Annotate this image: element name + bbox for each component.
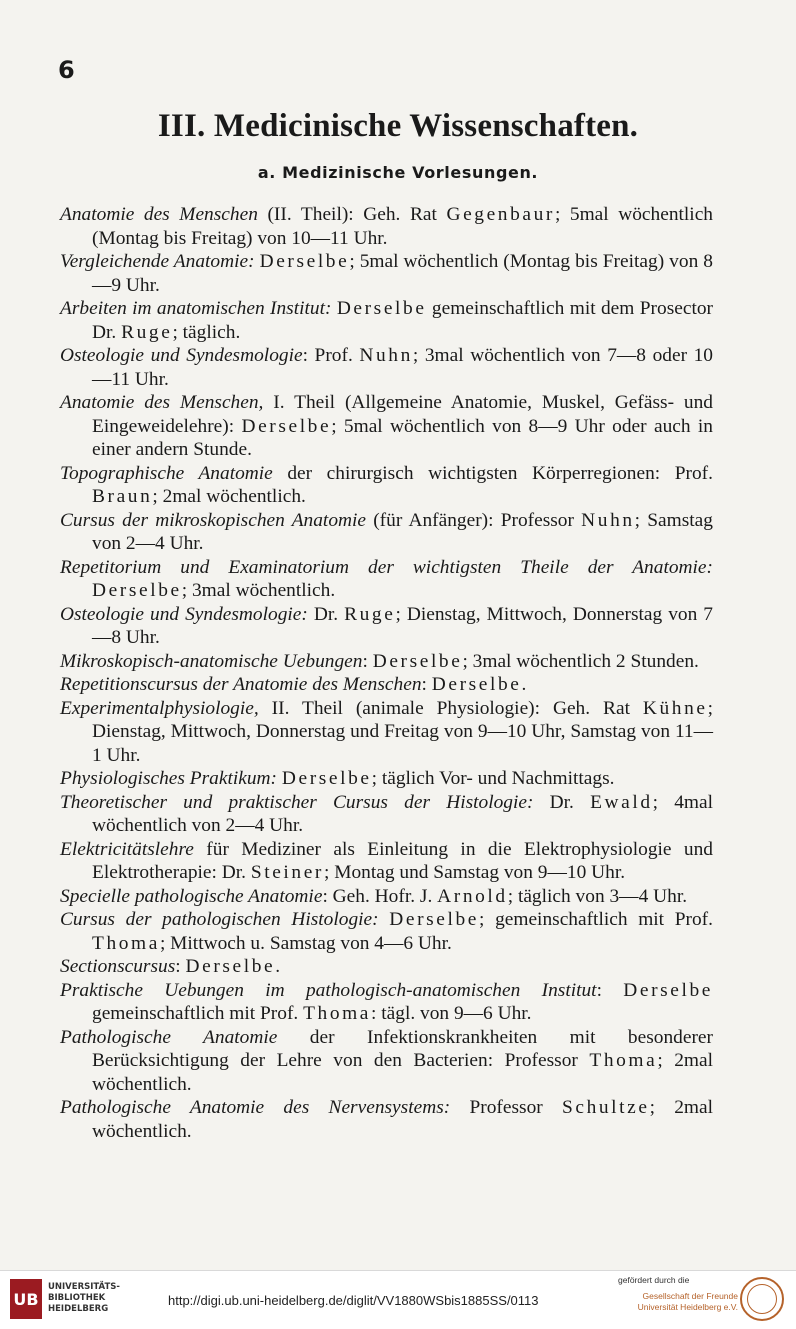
- library-name-line: BIBLIOTHEK: [48, 1293, 106, 1303]
- lecture-text: der chirurgisch wichtigsten Körperregionen: Prof.: [272, 462, 713, 484]
- lecturer-name: Derselbe: [241, 415, 332, 437]
- lecture-text: ; täglich von 3—4 Uhr.: [507, 885, 688, 907]
- lecture-title: Topographische Anatomie: [60, 462, 273, 484]
- supporter-name-line: Universität Heidelberg e.V.: [637, 1302, 738, 1312]
- lecture-text: ; 5mal wöchentlich von 8—9 Uhr oder auch in einer andern Stunde.: [92, 415, 713, 460]
- library-name-line: HEIDELBERG: [48, 1304, 109, 1314]
- section-title: III. Medicinische Wissenschaften.: [157, 108, 639, 144]
- lecture-entry: [60, 391, 713, 462]
- lecturer-name: Kühne: [642, 697, 708, 719]
- lecture-entry: [60, 250, 713, 297]
- seal-inner-ring: [747, 1284, 777, 1314]
- lecture-entry: [60, 1096, 713, 1143]
- lecture-entry: [60, 767, 713, 791]
- lecture-entry: [60, 650, 713, 674]
- lecture-entry: [60, 838, 713, 885]
- lecture-entry: [60, 908, 713, 955]
- lecture-title: Repetitionscursus der Anatomie des Menschen: [60, 674, 422, 695]
- lecture-entry: [60, 509, 713, 556]
- lecture-title: Osteologie und Syndesmologie: [60, 345, 303, 366]
- lecturer-name: Ruge: [121, 321, 173, 343]
- lecturer-name: Derselbe: [281, 768, 372, 789]
- lecture-text: ; 3mal wöchentlich von 7—8 oder 10—11 Uhr.: [92, 345, 713, 390]
- lecture-text: ; Mittwoch u. Samstag von 4—6 Uhr.: [159, 932, 452, 954]
- lecture-text: ; 2mal wöchentlich.: [152, 486, 306, 507]
- lecture-title: Elektricitätslehre: [60, 838, 194, 860]
- lecture-entry: [60, 697, 713, 768]
- page-number: 6: [58, 56, 75, 84]
- lecture-text: ; 5mal wöchentlich (Montag bis Freitag) von 10—11 Uhr.: [92, 204, 713, 249]
- lecturer-name: Derselbe: [623, 979, 713, 1001]
- lecture-title: Specielle pathologische Anatomie: [60, 885, 323, 907]
- lecture-text: :: [175, 956, 186, 977]
- lecture-entry: [60, 791, 713, 838]
- lecture-text: II. Theil (animale Physiologie): Geh. Rat: [258, 697, 643, 719]
- supporter-name-line: Gesellschaft der Freunde: [642, 1291, 738, 1301]
- lecture-text: : Prof.: [302, 345, 360, 366]
- lecturer-name: Derselbe: [389, 909, 479, 930]
- lecture-text: ; Samstag von 2—4 Uhr.: [92, 509, 713, 554]
- lecture-text: ; täglich Vor- und Nachmittags.: [371, 768, 615, 789]
- lecture-title: Repetitorium und Examinatorium der wichtigsten Theile der Anatomie:: [60, 556, 713, 578]
- lecture-list: [60, 203, 713, 1143]
- lecture-entry: [60, 955, 713, 979]
- lecture-title: Anatomie des Menschen,: [60, 392, 264, 413]
- lecture-text: [379, 909, 390, 930]
- supporter-name[interactable]: [618, 1291, 738, 1313]
- lecture-text: ; 3mal wöchentlich.: [181, 580, 336, 601]
- lecture-text: ; gemeinschaftlich mit Prof.: [479, 909, 713, 930]
- lecture-title: Arbeiten im anatomischen Institut:: [60, 298, 332, 319]
- library-name[interactable]: [48, 1282, 120, 1315]
- lecture-text: gemeinschaftlich mit Prof.: [92, 1003, 304, 1024]
- lecture-text: .: [521, 674, 527, 695]
- lecturer-name: Derselbe: [259, 251, 350, 272]
- lecturer-name: Schultze: [561, 1097, 650, 1118]
- lecturer-name: Braun: [92, 486, 153, 507]
- lecture-entry: [60, 297, 713, 344]
- library-name-line: UNIVERSITÄTS-: [48, 1282, 120, 1292]
- lecture-title: Praktische Uebungen im pathologisch-anatomischen Institut: [60, 979, 597, 1001]
- lecturer-name: Derselbe: [185, 956, 276, 977]
- permalink-url[interactable]: http://digi.ub.uni-heidelberg.de/diglit/VV1880WSbis1885SS/0113: [168, 1293, 539, 1308]
- lecture-text: : tägl. von 9—6 Uhr.: [371, 1003, 532, 1024]
- lecture-text: ; 5mal wöchentlich (Montag bis Freitag) von 8—9 Uhr.: [92, 251, 713, 296]
- lecture-text: ; Dienstag, Mittwoch, Donnerstag und Freitag von 9—10 Uhr, Samstag von 11—1 Uhr.: [92, 697, 713, 766]
- lecture-entry: [60, 885, 713, 909]
- lecture-text: gemeinschaftlich mit dem Prosector Dr.: [92, 298, 713, 343]
- lecture-title: Sectionscursus: [60, 956, 176, 977]
- lecturer-name: Derselbe: [372, 650, 463, 672]
- lecture-text: ; Dienstag, Mittwoch, Donnerstag von 7—8 Uhr.: [92, 603, 713, 648]
- lecturer-name: Ruge: [344, 603, 396, 625]
- supporter-caption: gefördert durch die: [618, 1275, 690, 1285]
- lecturer-name: Gegenbaur: [446, 204, 555, 225]
- footer-bar: [0, 1270, 796, 1329]
- lecture-title: Osteologie und Syndesmologie:: [60, 603, 308, 625]
- library-logo-icon[interactable]: UB: [10, 1279, 42, 1319]
- lecture-text: (II. Theil): Geh. Rat: [257, 204, 447, 225]
- lecture-text: der Infektionskrankheiten mit besonderer Berücksichtigung der Lehre von den Bacterien: Professor: [92, 1026, 713, 1071]
- lecture-title: Mikroskopisch-anatomische Uebungen: [60, 650, 363, 672]
- lecture-title: Pathologische Anatomie des Nervensystems:: [60, 1097, 451, 1118]
- section-subtitle: a. Medizinische Vorlesungen.: [257, 163, 539, 182]
- lecturer-name: Thoma: [92, 932, 160, 954]
- lecturer-name: Ewald: [590, 791, 653, 813]
- lecture-text: I. Theil (Allgemeine Anatomie, Muskel, Gefäss- und Eingeweidelehre):: [92, 392, 714, 437]
- lecturer-name: Derselbe: [431, 674, 522, 695]
- lecturer-name: Steiner: [250, 862, 324, 883]
- university-seal-icon[interactable]: [740, 1277, 784, 1321]
- lecture-text: :: [421, 674, 432, 695]
- lecturer-name: Arnold: [437, 885, 508, 907]
- lecture-entry: [60, 344, 713, 391]
- lecturer-name: Nuhn: [359, 345, 413, 366]
- lecture-title: Cursus der mikroskopischen Anatomie: [60, 509, 367, 531]
- lecturer-name: Derselbe: [336, 298, 427, 319]
- lecture-text: :: [362, 650, 373, 672]
- lecture-text: ; täglich.: [172, 321, 241, 343]
- lecture-text: ; Montag und Samstag von 9—10 Uhr.: [323, 862, 626, 883]
- lecture-text: .: [275, 956, 281, 977]
- lecture-entry: [60, 203, 713, 250]
- lecture-title: Physiologisches Praktikum:: [60, 768, 278, 789]
- lecture-text: (für Anfänger): Professor: [366, 509, 582, 531]
- lecturer-name: Derselbe: [92, 580, 182, 601]
- lecture-text: :: [596, 979, 624, 1001]
- lecture-title: Theoretischer und praktischer Cursus der Histologie:: [60, 791, 534, 813]
- lecture-entry: [60, 462, 713, 509]
- lecture-entry: [60, 603, 713, 650]
- lecturer-name: Thoma: [303, 1003, 372, 1024]
- lecture-entry: [60, 673, 713, 697]
- lecture-title: Vergleichende Anatomie:: [60, 251, 255, 272]
- lecture-text: : Geh. Hofr. J.: [322, 885, 438, 907]
- lecture-text: für Mediziner als Einleitung in die Elektrophysiologie und Elektrotherapie: Dr.: [92, 838, 713, 883]
- lecture-title: Cursus der pathologischen Histologie:: [60, 909, 379, 930]
- lecturer-name: Nuhn: [581, 509, 635, 531]
- lecture-title: Pathologische Anatomie: [60, 1026, 278, 1048]
- lecture-entry: [60, 556, 713, 603]
- lecture-text: ; 3mal wöchentlich 2 Stunden.: [462, 650, 699, 672]
- lecture-title: Anatomie des Menschen: [60, 204, 258, 225]
- lecture-text: ; 2mal wöchentlich.: [92, 1050, 713, 1095]
- lecture-text: Professor: [450, 1097, 562, 1118]
- lecture-text: Dr.: [307, 603, 345, 625]
- lecture-text: ; 2mal wöchentlich.: [92, 1097, 713, 1142]
- lecture-text: ; 4mal wöchentlich von 2—4 Uhr.: [92, 791, 713, 836]
- lecturer-name: Thoma: [589, 1050, 658, 1071]
- lecture-entry: [60, 1026, 713, 1097]
- lecture-title: Experimentalphysiologie,: [60, 697, 259, 719]
- lecture-entry: [60, 979, 713, 1026]
- lecture-text: Dr.: [533, 791, 591, 813]
